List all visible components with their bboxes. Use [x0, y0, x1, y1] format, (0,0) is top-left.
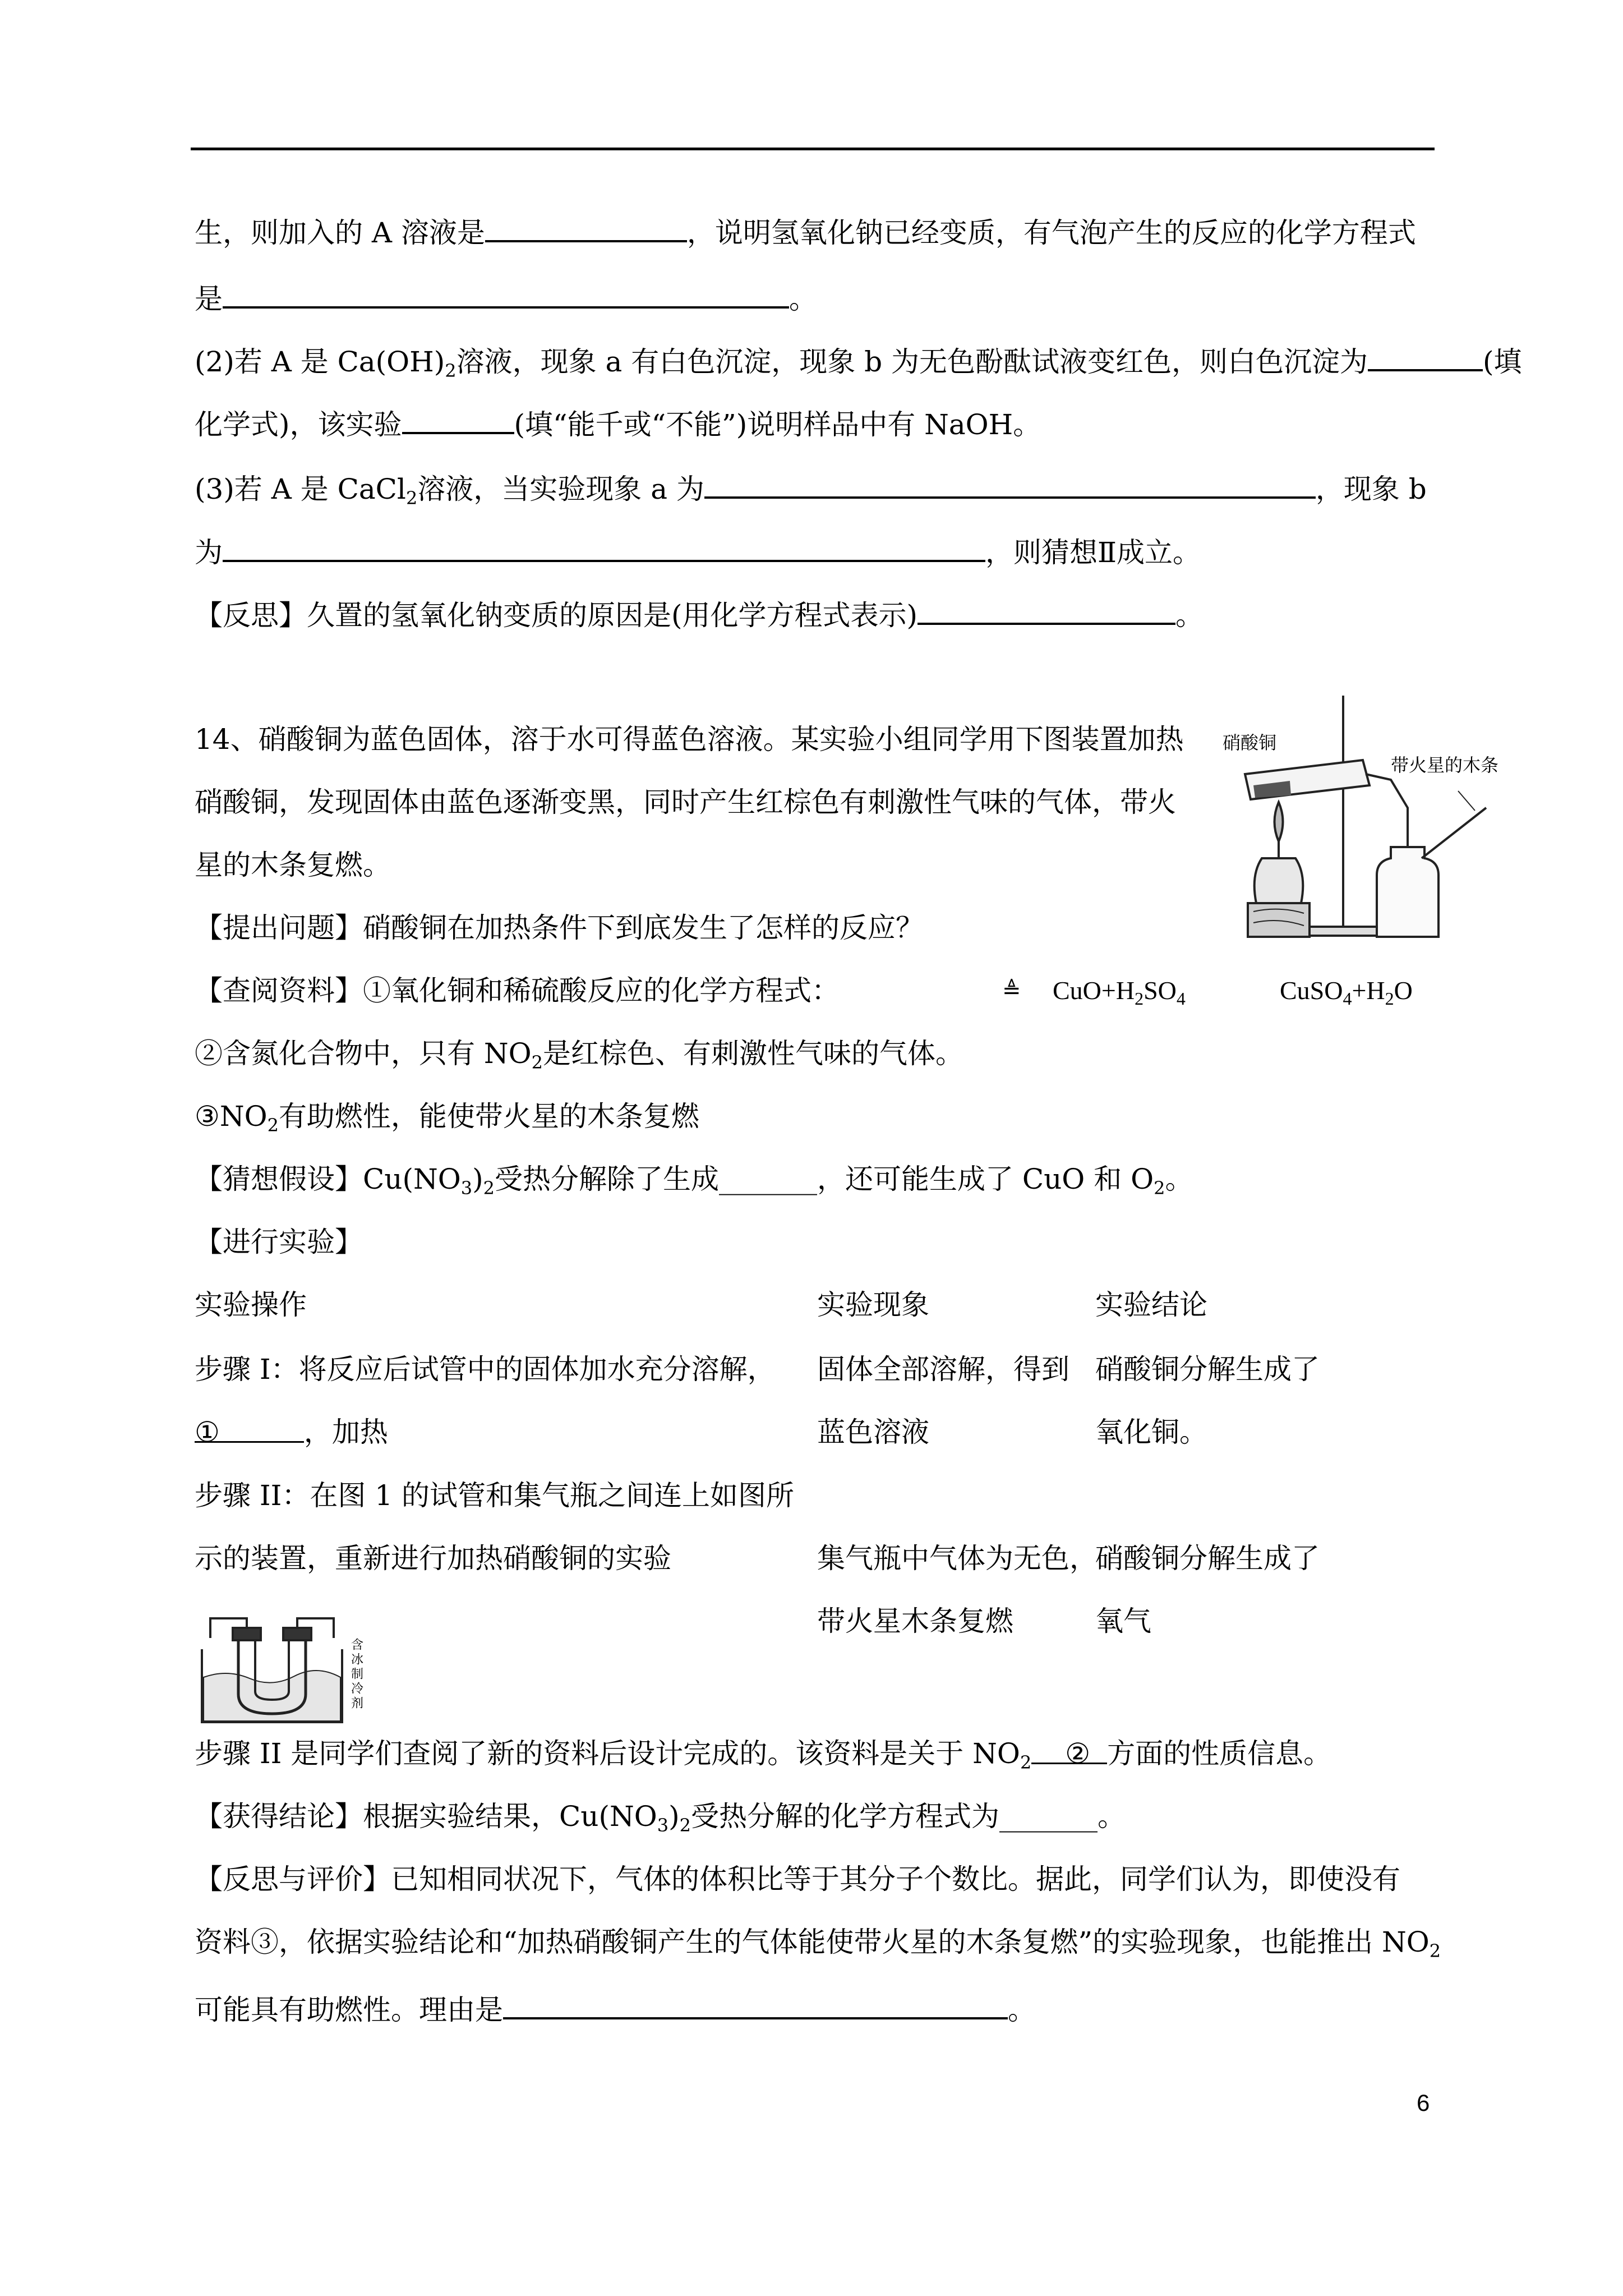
q14-conclusion: 【获得结论】根据实验结果，$Cu(NO_3)_2$受热分解的化学方程式为_______。	[195, 1800, 1126, 1836]
u-tube-cooling-figure	[193, 1616, 379, 1728]
step1-operation-line1: 步骤 I：将反应后试管中的固体加水充分溶解，	[195, 1353, 776, 1386]
step2-operation-line1: 步骤 II：在图 1 的试管和集气瓶之间连上如图所	[195, 1479, 794, 1512]
q14-reflection-3: 可能具有助燃性。理由是 。	[195, 1985, 1036, 2030]
step1-operation-line2: ① ，加热	[195, 1412, 388, 1452]
table-header-conclusion: 实验结论	[1095, 1289, 1207, 1321]
q13-line6: 为 ，则猜想Ⅱ成立。	[195, 527, 1201, 573]
equation-products: $CuSO_4+H_2O$	[1280, 976, 1413, 1009]
answer-blank[interactable]	[223, 274, 789, 309]
answer-blank[interactable]	[917, 590, 1175, 625]
answer-blank[interactable]: _______	[999, 1800, 1098, 1833]
q14-question: 【提出问题】硝酸铜在加热条件下到底发生了怎样的反应？	[195, 912, 924, 944]
step1-conclusion-line1: 硝酸铜分解生成了	[1095, 1353, 1320, 1386]
q14-reflection-1: 【反思与评价】已知相同状况下，气体的体积比等于其分子个数比。据此，同学们认为，即使没有	[195, 1863, 1400, 1895]
step1-conclusion-line2: 氧化铜。	[1095, 1416, 1207, 1448]
q14-intro-1: 14、硝酸铜为蓝色固体，溶于水可得蓝色溶液。某实验小组同学用下图装置加热	[195, 723, 1184, 756]
q14-step2-note: 步骤 II 是同学们查阅了新的资料后设计完成的。该资料是关于 $NO_2$ ② 方面的性质信息。	[195, 1733, 1331, 1774]
q13-line2: 是 。	[195, 274, 817, 319]
q13-reflection: 【反思】久置的氢氧化钠变质的原因是(用化学方程式表示) 。	[195, 590, 1204, 636]
answer-blank[interactable]	[223, 527, 985, 562]
heating-apparatus-figure	[1223, 690, 1503, 948]
step2-conclusion-line2: 氧气	[1095, 1605, 1151, 1637]
answer-blank[interactable]: _______	[718, 1163, 817, 1195]
table-header-phenomenon: 实验现象	[817, 1289, 929, 1321]
q13-line5: (3)若 A 是 CaCl$_2$溶液，当实验现象 a 为 ，现象 b	[195, 464, 1427, 509]
q13-line4: 化学式)，该实验 (填“能千或“不能”)说明样品中有 NaOH。	[195, 399, 1041, 445]
step2-phenomenon-line2: 带火星木条复燃	[817, 1605, 1013, 1637]
q14-info-1: 【查阅资料】①氧化铜和稀硫酸反应的化学方程式： ≜ $CuO+H_2SO_4$ $CuSO_4+H_2O$	[195, 970, 1428, 1011]
answer-blank[interactable]	[503, 1985, 1008, 2019]
q14-reflection-2: 资料③，依据实验结论和“加热硝酸铜产生的气体能使带火星的木条复燃”的实验现象，也能推出 $NO_2$	[195, 1926, 1441, 1962]
answer-blank-2[interactable]: ②	[1031, 1733, 1107, 1764]
answer-blank-1[interactable]: ①	[195, 1412, 304, 1443]
q14-experiment-title: 【进行实验】	[195, 1226, 363, 1258]
q14-intro-2: 硝酸铜，发现固体由蓝色逐渐变黑，同时产生红棕色有刺激性气味的气体，带火	[195, 786, 1176, 818]
step2-phenomenon-line1: 集气瓶中气体为无色，	[817, 1542, 1098, 1575]
step1-phenomenon-line2: 蓝色溶液	[817, 1416, 929, 1448]
answer-blank[interactable]	[485, 208, 687, 242]
q14-hypothesis: 【猜想假设】$Cu(NO_3)_2$受热分解除了生成_______，还可能生成了 CuO 和 $O_2$。	[195, 1163, 1193, 1199]
step2-conclusion-line1: 硝酸铜分解生成了	[1095, 1542, 1320, 1575]
step2-operation-line2: 示的装置，重新进行加热硝酸铜的实验	[195, 1542, 671, 1575]
equation-reactants: $CuO+H_2SO_4$	[1053, 976, 1186, 1009]
svg-text:含冰制冷剂: 含冰制冷剂	[349, 1638, 363, 1711]
header-rule	[191, 148, 1435, 150]
q13-line3: (2)若 A 是 $Ca(OH)_2$溶液，现象 a 有白色沉淀，现象 b 为无色酚酞试液变红色，则白色沉淀为 (填	[195, 337, 1522, 382]
table-header-operation: 实验操作	[195, 1289, 307, 1321]
step1-phenomenon-line1: 固体全部溶解，得到	[817, 1353, 1069, 1386]
u-tube-label	[349, 1638, 363, 1711]
q14-info-3: $③NO_2$有助燃性，能使带火星的木条复燃	[195, 1100, 699, 1136]
figure-label-copper-nitrate: 硝酸铜	[1223, 732, 1277, 753]
answer-blank[interactable]	[402, 399, 514, 434]
figure-label-splint: 带火星的木条	[1391, 754, 1499, 776]
answer-blank[interactable]	[704, 464, 1316, 499]
q14-info-2: ②含氮化合物中，只有 $NO_2$是红棕色、有刺激性气味的气体。	[195, 1037, 963, 1073]
q14-intro-3: 星的木条复燃。	[195, 849, 391, 881]
heating-symbol: ≜	[1002, 978, 1021, 1004]
q13-line1: 生，则加入的 A 溶液是 ，说明氢氧化钠已经变质，有气泡产生的反应的化学方程式	[195, 208, 1416, 253]
page-number: 6	[1417, 2090, 1430, 2116]
answer-blank[interactable]	[1368, 337, 1483, 371]
